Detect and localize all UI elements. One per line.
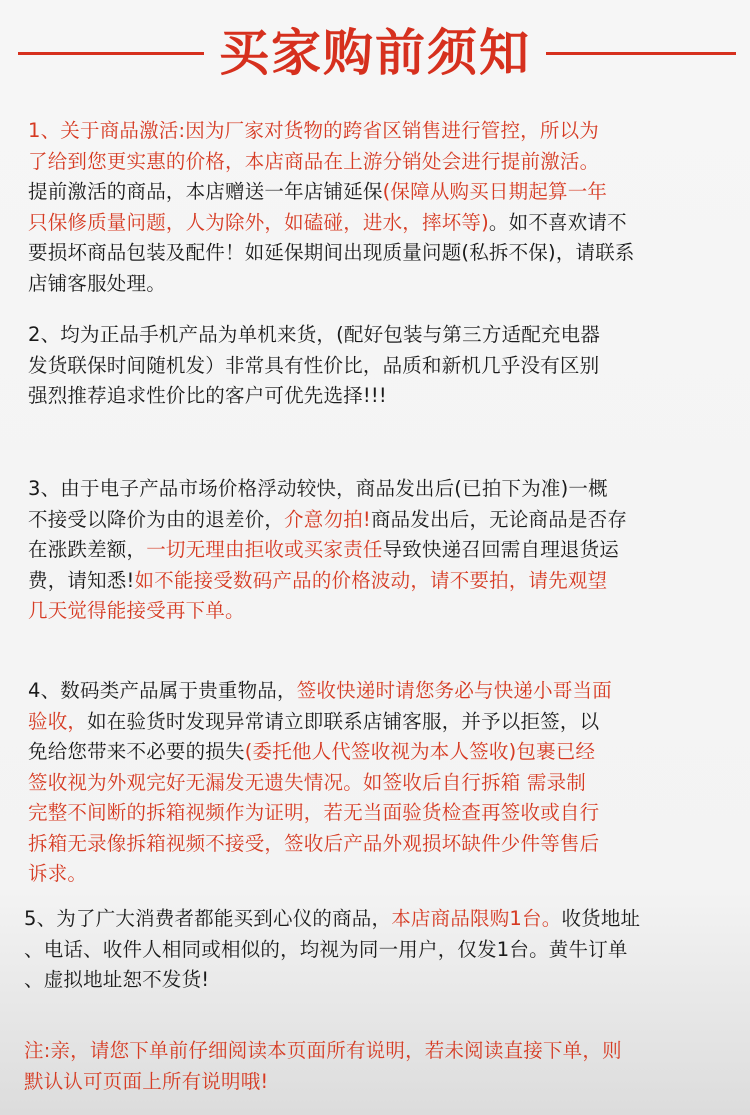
notice-text: 商品发出后，无论商品是否存 <box>370 507 628 531</box>
notice-line <box>28 707 728 738</box>
notice-highlight: 验收， <box>28 709 88 733</box>
notice-highlight: 只保修质量问题，人为除外，如磕碰，进水，摔坏等) <box>28 210 489 234</box>
notice-line <box>28 177 728 208</box>
notice-item-activation <box>28 116 728 299</box>
notice-line <box>28 208 728 239</box>
notice-line <box>28 737 728 768</box>
notice-line: 、电话、收件人相同或相似的，均视为同一用户，仅发1台。黄牛订单 <box>24 937 628 961</box>
notice-item-product <box>28 320 728 412</box>
notice-line <box>28 505 728 536</box>
notice-item-delivery <box>28 676 728 890</box>
notice-line: 完整不间断的拆箱视频作为证明，若无当面验货检查再签收或自行 <box>28 801 600 824</box>
notice-text: 5、为了广大消费者都能买到心仪的商品， <box>24 907 392 930</box>
notice-text: 如在验货时发现异常请立即联系店铺客服，并予以拒签，以 <box>87 709 600 733</box>
notice-line: 几天觉得能接受再下单。 <box>28 599 245 622</box>
notice-highlight: 介意勿拍! <box>284 507 371 531</box>
notice-text: 费，请知悉! <box>28 568 135 592</box>
notice-line: 发货联保时间随机发）非常具有性价比，品质和新机几乎没有区别 <box>28 353 600 377</box>
notice-line <box>28 566 728 597</box>
notice-text: 收货地址 <box>561 907 641 930</box>
notice-line: 了给到您更实惠的价格，本店商品在上游分销处会进行提前激活。 <box>28 149 600 173</box>
notice-line: 强烈推荐追求性价比的客户可优先选择!!! <box>28 384 387 407</box>
notice-text: 提前激活的商品，本店赠送一年店铺延保 <box>28 180 383 203</box>
notice-line: 默认认可页面上所有说明哦! <box>24 1069 269 1093</box>
footer-note <box>24 1036 734 1097</box>
notice-highlight: 如不能接受数码产品的价格波动，请不要拍，请先观望 <box>134 568 608 592</box>
notice-highlight: 本店商品限购1台。 <box>391 907 562 930</box>
notice-text: 导致快递召回需自理退货运 <box>382 538 620 561</box>
notice-item-price <box>28 474 728 627</box>
notice-line: 注:亲，请您下单前仔细阅读本页面所有说明，若未阅读直接下单，则 <box>24 1039 622 1062</box>
notice-line: 2、均为正品手机产品为单机来货，(配好包装与第三方适配充电器 <box>28 323 601 346</box>
page-title: 买家购前须知 <box>219 24 531 82</box>
notice-item-purchase-limit <box>24 904 730 996</box>
notice-text: 4、数码类产品属于贵重物品， <box>28 679 297 702</box>
notice-line: 店铺客服处理。 <box>28 271 166 295</box>
notice-line: 签收视为外观完好无漏发无遗失情况。如签收后自行拆箱 需录制 <box>28 770 586 794</box>
notice-line <box>24 904 730 935</box>
notice-line: 拆箱无录像拆箱视频不接受，签收后产品外观损坏缺件少件等售后 <box>28 831 600 855</box>
notice-line: 诉求。 <box>28 862 88 885</box>
notice-highlight: (保障从购买日期起算一年 <box>382 180 608 203</box>
notice-text: 在涨跌差额， <box>28 538 147 561</box>
notice-highlight: (委托他人代签收视为本人签收)包裹已经 <box>244 740 596 763</box>
notice-text: 不接受以降价为由的退差价， <box>28 507 285 531</box>
notice-highlight: 签收快递时请您务必与快递小哥当面 <box>296 679 612 702</box>
header-divider-right <box>546 52 736 55</box>
notice-line: 1、关于商品激活:因为厂家对货物的跨省区销售进行管控，所以为 <box>28 119 599 142</box>
notice-line <box>28 535 728 566</box>
notice-line: 要损坏商品包装及配件！如延保期间出现质量问题(私拆不保)，请联系 <box>28 241 635 264</box>
notice-line <box>28 676 728 707</box>
notice-text: 。如不喜欢请不 <box>488 210 627 234</box>
notice-line: 3、由于电子产品市场价格浮动较快，商品发出后(已拍下为准)一概 <box>28 477 608 500</box>
notice-text: 免给您带来不必要的损失 <box>28 740 245 763</box>
header-divider-left <box>18 52 204 55</box>
notice-line: 、虚拟地址恕不发货! <box>24 968 210 991</box>
notice-header <box>0 18 750 88</box>
notice-highlight: 一切无理由拒收或买家责任 <box>146 538 383 561</box>
